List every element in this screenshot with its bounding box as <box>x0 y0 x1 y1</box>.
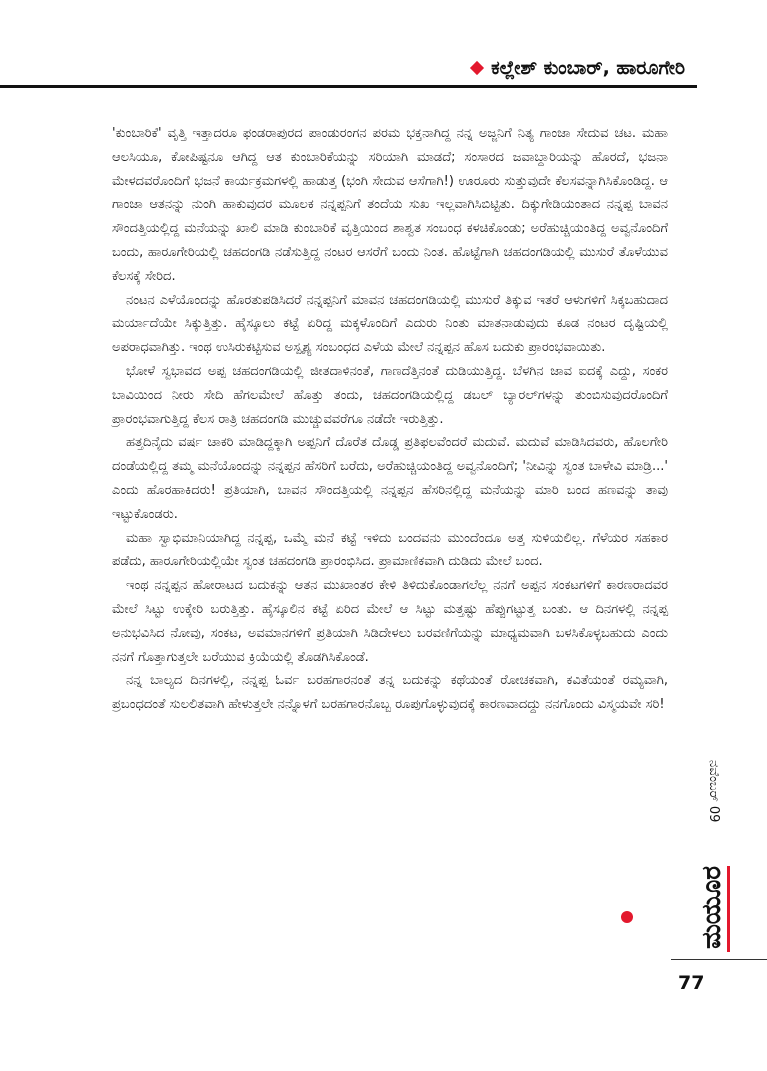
paragraph-1: 'ಕುಂಬಾರಿಕೆ' ವೃತ್ತಿ ಇತ್ತಾದರೂ ಫಂಡರಾಪುರದ ಪಾಂಡುರಂಗನ ಪರಮ ಭಕ್ತನಾಗಿದ್ದ ನನ್ನ ಅಜ್ಜನಿಗೆ ನಿತ್ಯ ಗಾಂಜಾ ಸೇದುವ ಚಟ. ಮಹಾ ಆಲಸಿಯೂ, ಕೋಪಿಷ್ಟನೂ ಆಗಿದ್ದ ಆತ ಕುಂಬಾರಿಕೆಯನ್ನು ಸರಿಯಾಗಿ ಮಾಡದೆ; ಸಂಸಾರದ ಜವಾಬ್ದಾರಿಯನ್ನು ಹೊರದೆ, ಭಜನಾ ಮೇಳದವರೊಂದಿಗೆ ಭಜನೆ ಕಾರ್ಯಕ್ರಮಗಳಲ್ಲಿ ಹಾಡುತ್ತ (ಭಂಗಿ ಸೇದುವ ಆಸೆಗಾಗಿ!) ಊರೂರು ಸುತ್ತುವುದೇ ಕೆಲಸವನ್ನಾಗಿಸಿಕೊಂಡಿದ್ದ. ಆ ಗಾಂಜಾ ಆತನನ್ನು ನುಂಗಿ ಹಾಕುವುದರ ಮೂಲಕ ನನ್ನಪ್ಪನಿಗೆ ತಂದೆಯ ಸುಖ ಇಲ್ಲವಾಗಿಸಿಬಿಟ್ಟಿತು. ದಿಕ್ಕುಗೇಡಿಯಂತಾದ ನನ್ನಪ್ಪ ಬಾವನ ಸೌಂದತ್ತಿಯಲ್ಲಿದ್ದ ಮನೆಯನ್ನು ಖಾಲಿ ಮಾಡಿ ಕುಂಬಾರಿಕೆ ವೃತ್ತಿಯಿಂದ ಶಾಶ್ವತ ಸಂಬಂಧ ಕಳಚಿಕೊಂಡು; ಅರೆಹುಚ್ಚಿಯಂತಿದ್ದ ಅವ್ವನೊಂದಿಗೆ ಬಂದು, ಹಾರೂಗೇರಿಯಲ್ಲಿ ಚಹದಂಗಡಿ ನಡೆಸುತ್ತಿದ್ದ ನಂಟರ ಆಸರೆಗೆ ಬಂದು ನಿಂತ. ಹೊಟ್ಟೆಗಾಗಿ ಚಹದಂಗಡಿಯಲ್ಲಿ ಮುಸುರೆ ತೊಳೆಯುವ ಕೆಲಸಕ್ಕೆ ಸೇರಿದ. <box>112 126 668 284</box>
paragraph-6: ಇಂಥ ನನ್ನಪ್ಪನ ಹೋರಾಟದ ಬದುಕನ್ನು ಆತನ ಮುಖಾಂತರ ಕೇಳಿ ತಿಳಿದುಕೊಂಡಾಗಲೆಲ್ಲ ನನಗೆ ಅಪ್ಪನ ಸಂಕಟಗಳಿಗೆ ಕಾರಣರಾದವರ ಮೇಲೆ ಸಿಟ್ಟು ಉಕ್ಕೇರಿ ಬರುತ್ತಿತ್ತು. ಹೈಸ್ಕೂಲಿನ ಕಟ್ಟೆ ಏರಿದ ಮೇಲೆ ಆ ಸಿಟ್ಟು ಮತ್ತಷ್ಟು ಹೆಪ್ಪುಗಟ್ಟುತ್ತ ಬಂತು. ಆ ದಿನಗಳಲ್ಲಿ ನನ್ನಪ್ಪ ಅನುಭವಿಸಿದ ನೋವು, ಸಂಕಟ, ಅವಮಾನಗಳಿಗೆ ಪ್ರತಿಯಾಗಿ ಸಿಡಿದೇಳಲು ಬರವಣಿಗೆಯನ್ನು ಮಾಧ್ಯಮವಾಗಿ ಬಳಸಿಕೊಳ್ಳಬಹುದು ಎಂದು ನನಗೆ ಗೊತ್ತಾಗುತ್ತಲೇ ಬರೆಯುವ ಕ್ರಿಯೆಯಲ್ಲಿ ತೊಡಗಿಸಿಕೊಂಡೆ. <box>112 578 668 665</box>
magazine-logo: ಮಯೂರ <box>697 866 727 949</box>
header-rule <box>0 85 697 88</box>
paragraph-3: ಭೋಳೆ ಸ್ವಭಾವದ ಅಪ್ಪ ಚಹದಂಗಡಿಯಲ್ಲಿ ಜೀತದಾಳಿನಂತೆ, ಗಾಣದೆತ್ತಿನಂತೆ ದುಡಿಯುತ್ತಿದ್ದ. ಬೆಳಗಿನ ಜಾವ ಐದಕ್ಕೆ ಎದ್ದು, ಸಂಕರ ಬಾವಿಯಿಂದ ನೀರು ಸೇದಿ ಹೆಗಲಮೇಲೆ ಹೊತ್ತು ತಂದು, ಚಹದಂಗಡಿಯಲ್ಲಿದ್ದ ಡಬಲ್ ಬ್ಯಾರಲ್‌ಗಳನ್ನು ತುಂಬಿಸುವುದರೊಂದಿಗೆ ಪ್ರಾರಂಭವಾಗುತ್ತಿದ್ದ ಕೆಲಸ ರಾತ್ರಿ ಚಹದಂಗಡಿ ಮುಚ್ಚುವವರೆಗೂ ನಡೆದೇ ಇರುತ್ತಿತ್ತು. <box>112 363 668 427</box>
issue-date: ನವೆಂಬರ್ 09 <box>706 760 721 823</box>
page-number: 77 <box>678 972 705 994</box>
paragraph-7: ನನ್ನ ಬಾಲ್ಯದ ದಿನಗಳಲ್ಲಿ, ನನ್ನಪ್ಪ ಓರ್ವ ಬರಹಗಾರನಂತೆ ತನ್ನ ಬದುಕನ್ನು ಕಥೆಯಂತೆ ರೋಚಕವಾಗಿ, ಕವಿತೆಯಂತೆ ರಮ್ಯವಾಗಿ, ಪ್ರಬಂಧದಂತೆ ಸುಲಲಿತವಾಗಿ ಹೇಳುತ್ತಲೇ ನನ್ನೊಳಗೆ ಬರಹಗಾರನೊಬ್ಬ ರೂಪುಗೊಳ್ಳುವುದಕ್ಕೆ ಕಾರಣವಾದದ್ದು ನನಗೊಂದು ವಿಸ್ಮಯವೇ ಸರಿ! <box>112 673 668 713</box>
footer-rule <box>671 959 767 960</box>
paragraph-5: ಮಹಾ ಸ್ವಾಭಿಮಾನಿಯಾಗಿದ್ದ ನನ್ನಪ್ಪ, ಒಮ್ಮೆ ಮನೆ ಕಟ್ಟೆ ಇಳಿದು ಬಂದವನು ಮುಂದೆಂದೂ ಅತ್ತ ಸುಳಿಯಲಿಲ್ಲ. ಗೆಳೆಯರ ಸಹಕಾರ ಪಡೆದು, ಹಾರೂಗೇರಿಯಲ್ಲಿಯೇ ಸ್ವಂತ ಚಹದಂಗಡಿ ಪ್ರಾರಂಭಿಸಿದ. ಪ್ರಾಮಾಣಿಕವಾಗಿ ದುಡಿದು ಮೇಲೆ ಬಂದ. <box>112 530 668 570</box>
red-dot-icon <box>621 911 633 923</box>
red-diamond-icon <box>470 61 484 75</box>
article-body <box>112 122 668 717</box>
article-header <box>0 40 767 100</box>
author-byline <box>472 57 685 79</box>
author-name: ಕಲ್ಲೇಶ್ ಕುಂಬಾರ್, ಹಾರೂಗೇರಿ <box>491 57 685 79</box>
paragraph-4: ಹತ್ತದಿನೈದು ವರ್ಷ ಚಾಕರಿ ಮಾಡಿದ್ದಕ್ಕಾಗಿ ಅಪ್ಪನಿಗೆ ದೊರೆತ ದೊಡ್ಡ ಪ್ರತಿಫಲವೆಂದರೆ ಮದುವೆ. ಮದುವೆ ಮಾಡಿಸಿದವರು, ಹೊಲಗೇರಿ ದಂಡೆಯಲ್ಲಿದ್ದ ತಮ್ಮ ಮನೆಯೊಂದನ್ನು ನನ್ನಪ್ಪನ ಹೆಸರಿಗೆ ಬರೆದು, ಅರೆಹುಚ್ಚಿಯಂತಿದ್ದ ಅವ್ವನೊಂದಿಗೆ; 'ನೀವಿನ್ನು ಸ್ವಂತ ಬಾಳೇವಿ ಮಾಡ್ರಿ...' ಎಂದು ಹೊರಹಾಕಿದರು! ಪ್ರತಿಯಾಗಿ, ಬಾವನ ಸೌಂದತ್ತಿಯಲ್ಲಿ ನನ್ನಪ್ಪನ ಹೆಸರಿನಲ್ಲಿದ್ದ ಮನೆಯನ್ನು ಮಾರಿ ಬಂದ ಹಣವನ್ನು ತಾವು ಇಟ್ಟುಕೊಂಡರು. <box>112 435 668 522</box>
paragraph-2: ನಂಟನ ಎಳೆಯೊಂದನ್ನು ಹೊರತುಪಡಿಸಿದರೆ ನನ್ನಪ್ಪನಿಗೆ ಮಾವನ ಚಹದಂಗಡಿಯಲ್ಲಿ ಮುಸುರೆ ತಿಕ್ಕುವ ಇತರೆ ಆಳುಗಳಿಗೆ ಸಿಕ್ಕಬಹುದಾದ ಮರ್ಯಾದೆಯೇ ಸಿಕ್ಕುತ್ತಿತ್ತು. ಹೈಸ್ಕೂಲು ಕಟ್ಟೆ ಏರಿದ್ದ ಮಕ್ಕಳೊಂದಿಗೆ ಎದುರು ನಿಂತು ಮಾತನಾಡುವುದು ಕೂಡ ನಂಟರ ದೃಷ್ಟಿಯಲ್ಲಿ ಅಪರಾಧವಾಗಿತ್ತು. ಇಂಥ ಉಸಿರುಕಟ್ಟಿಸುವ ಅಸ್ಪೃಶ್ಯ ಸಂಬಂಧದ ಎಳೆಯ ಮೇಲೆ ನನ್ನಪ್ಪನ ಹೊಸ ಬದುಕು ಪ್ರಾರಂಭವಾಯಿತು. <box>112 292 668 356</box>
logo-accent-bar <box>727 866 730 952</box>
